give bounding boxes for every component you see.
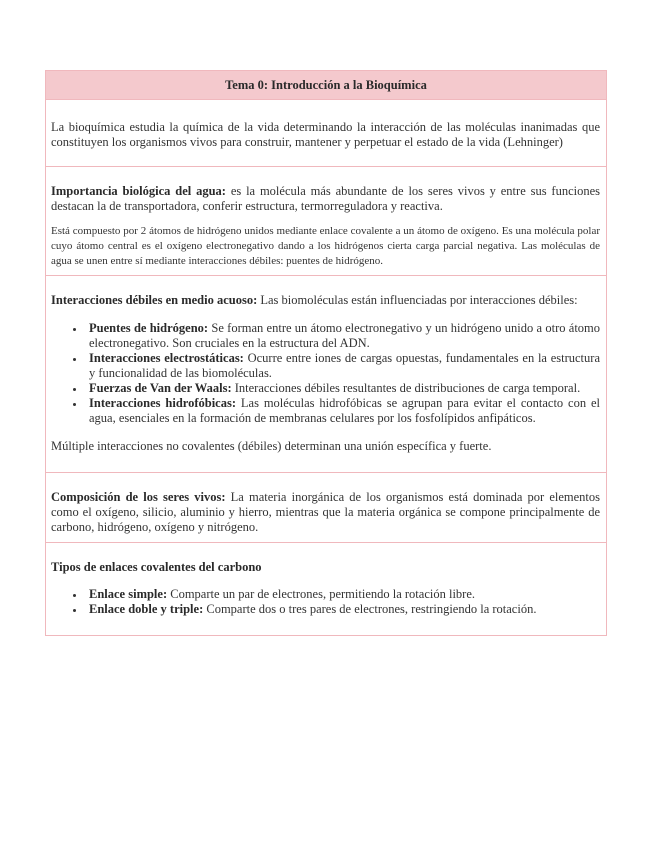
- list-item: • Interacciones hidrofóbicas: Las moléculas hidrofóbicas se agrupan para evitar el contacto con el agua, esenciales en la formación de membranas celulares por los fosfolípidos anfipáticos.: [85, 396, 600, 426]
- list-item: • Fuerzas de Van der Waals: Interacciones débiles resultantes de distribuciones de carga temporal.: [85, 381, 600, 396]
- weak-text: Las biomoléculas están influenciadas por interacciones débiles:: [260, 293, 578, 307]
- water-section: [46, 167, 606, 276]
- water-detail: Está compuesto por 2 átomos de hidrógeno unidos mediante enlace covalente a un átomo de oxígeno. Es una molécula polar cuyo átomo central es el oxígeno electronegativo dando a los hidrógenos cierta carga parcial negativa. Las moléculas de agua se unen entre sí mediante interacciones débiles: puentes de hidrógeno.: [51, 225, 600, 267]
- water-heading: Importancia biológica del agua:: [51, 184, 226, 198]
- weak-closing: Múltiple interacciones no covalentes (débiles) determinan una unión específica y fuerte.: [51, 439, 492, 453]
- weak-list: [51, 321, 600, 426]
- bonds-list: [51, 587, 600, 617]
- intro-section: [46, 100, 606, 167]
- weak-interactions-section: [46, 276, 606, 473]
- list-item: • Puentes de hidrógeno: Se forman entre un átomo electronegativo y un hidrógeno unido a otro átomo electronegativo. Son cruciales en la estructura del ADN.: [85, 321, 600, 351]
- water-paragraph: [51, 184, 600, 214]
- water-text: es la molécula más abundante de los seres vivos y entre sus funciones destacan la de transportadora, conferir estructura, termorreguladora y reactiva.: [51, 184, 601, 213]
- list-item: • Enlace simple: Comparte un par de electrones, permitiendo la rotación libre.: [85, 587, 600, 602]
- composition-paragraph: [51, 490, 600, 535]
- bonds-section: [46, 543, 606, 635]
- list-item: • Enlace doble y triple: Comparte dos o tres pares de electrones, restringiendo la rotación.: [85, 602, 600, 617]
- weak-paragraph: [51, 293, 600, 308]
- intro-text: La bioquímica estudia la química de la vida determinando la interacción de las moléculas inanimadas que constituyen los organismos vivos para construir, mantener y perpetuar el estado de la vida (Lehninger): [51, 120, 600, 149]
- composition-section: [46, 473, 606, 543]
- bonds-heading: Tipos de enlaces covalentes del carbono: [51, 560, 262, 574]
- composition-heading: Composición de los seres vivos:: [51, 490, 226, 504]
- list-item: • Interacciones electrostáticas: Ocurre entre iones de cargas opuestas, fundamentales en la estructura y funcionalidad de las biomoléculas.: [85, 351, 600, 381]
- page-title: Tema 0: Introducción a la Bioquímica: [46, 71, 606, 100]
- notes-table: [45, 70, 607, 636]
- weak-heading: Interacciones débiles en medio acuoso:: [51, 293, 258, 307]
- composition-text: La materia inorgánica de los organismos está dominada por elementos como el oxígeno, silicio, aluminio y hierro, mientras que la materia orgánica se compone principalmente de carbono, hidrógeno, oxígeno y nitrógeno.: [51, 490, 601, 534]
